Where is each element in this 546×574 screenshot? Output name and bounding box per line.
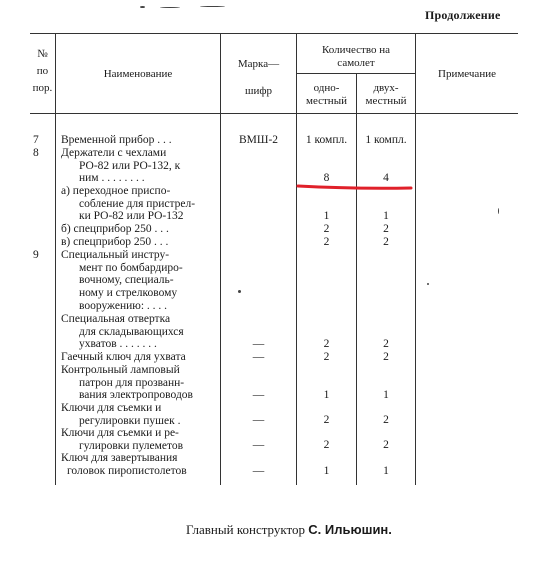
item-name-line: РО-82 или РО-132, к xyxy=(79,159,181,172)
qty-single: 2 xyxy=(323,439,330,451)
item-name-line: гулировки пулеметов xyxy=(79,439,184,452)
item-name-line: головок пиропистолетов xyxy=(67,464,187,477)
signature-line xyxy=(186,522,392,538)
item-mark: — xyxy=(252,414,265,426)
item-name-line: для складывающихся xyxy=(79,325,184,338)
qty-single: 8 xyxy=(323,172,330,184)
item-mark: — xyxy=(252,351,265,363)
signature-name: С. Ильюшин. xyxy=(308,522,392,537)
qty-double: 2 xyxy=(383,236,389,248)
header-no-line: пор. xyxy=(32,82,53,94)
scan-speck xyxy=(140,6,145,8)
header-double-line: двух- xyxy=(373,82,399,94)
qty-double: 1 xyxy=(383,389,389,401)
item-name-line: Ключ для завертывания xyxy=(61,452,178,464)
header-single-seat xyxy=(297,82,356,108)
header-quantity xyxy=(297,44,415,70)
item-name-line: мент по бомбардиро- xyxy=(79,261,183,274)
col-divider-qty xyxy=(415,33,416,485)
item-name: в) спецприбор 250 . . . xyxy=(61,236,169,248)
item-mark: — xyxy=(252,439,265,451)
qty-single: 1 компл. xyxy=(305,134,348,146)
header-mark-line: шифр xyxy=(245,85,272,97)
header-no xyxy=(30,48,55,95)
qty-single: 1 xyxy=(323,389,330,401)
qty-double: 2 xyxy=(383,338,389,350)
qty-single: 2 xyxy=(323,223,330,235)
item-name-line: Специальная отвертка xyxy=(61,313,171,325)
item-name-line: ному и стрелковому xyxy=(79,287,178,300)
item-name xyxy=(61,249,183,313)
item-mark: — xyxy=(252,465,265,477)
header-quantity-line: Количество на xyxy=(321,44,391,56)
row-number: 8 xyxy=(33,147,39,159)
header-mark xyxy=(221,58,296,98)
item-name-line: собление для пристрел- xyxy=(79,197,196,210)
item-name-line: вооружению: . . . . xyxy=(79,299,168,312)
item-name: б) спецприбор 250 . . . xyxy=(61,223,169,235)
item-name-line: Специальный инстру- xyxy=(61,249,170,261)
scan-speck xyxy=(498,208,499,214)
item-name: Гаечный ключ для ухвата xyxy=(61,351,186,363)
header-no-line: № xyxy=(37,48,48,60)
item-name xyxy=(61,147,180,185)
item-name: Временной прибор . . . xyxy=(61,134,172,146)
item-name-line: патрон для прозванн- xyxy=(79,376,185,389)
header-name: Наименование xyxy=(103,68,173,80)
item-name-line: регулировки пушек . xyxy=(79,414,181,427)
header-mark-line: Марка— xyxy=(237,58,280,70)
qty-single: 1 xyxy=(323,210,330,222)
header-note: Примечание xyxy=(438,68,496,80)
red-marker-underline xyxy=(296,184,413,190)
item-name xyxy=(61,364,193,402)
qty-single: 2 xyxy=(323,414,330,426)
item-name-line: Ключи для съемки и xyxy=(61,402,162,414)
header-double-line: местный xyxy=(365,95,407,107)
item-name xyxy=(61,452,187,477)
qty-double: 2 xyxy=(383,414,389,426)
item-mark: — xyxy=(252,338,265,350)
continuation-label: Продолжение xyxy=(425,8,501,22)
header-no-line: по xyxy=(36,65,49,77)
table-top-rule xyxy=(30,33,518,34)
header-single-line: одно- xyxy=(313,82,340,94)
header-bottom-rule xyxy=(30,113,518,114)
qty-double: 1 xyxy=(383,465,389,477)
item-name xyxy=(61,427,183,452)
qty-double: 1 компл. xyxy=(365,134,407,146)
item-name-line: вочному, специаль- xyxy=(79,274,174,287)
item-name xyxy=(61,185,195,223)
qty-single: 1 xyxy=(323,465,330,477)
item-name-line: ухватов . . . . . . . xyxy=(79,338,157,351)
scan-speck xyxy=(238,290,241,293)
scan-speck xyxy=(427,283,429,285)
qty-double: 1 xyxy=(383,210,389,222)
header-double-seat xyxy=(357,82,415,108)
item-name-line: ки РО-82 или РО-132 xyxy=(79,210,184,223)
scan-speck xyxy=(200,6,225,7)
qty-double: 2 xyxy=(383,223,389,235)
item-name-line: Ключи для съемки и ре- xyxy=(61,427,179,439)
header-quantity-line: самолет xyxy=(337,57,375,69)
col-divider-no xyxy=(55,33,56,485)
qty-single: 2 xyxy=(323,351,330,363)
item-mark: — xyxy=(252,389,265,401)
item-name-line: Держатели с чехлами xyxy=(61,147,167,159)
qty-double: 4 xyxy=(383,172,389,184)
item-name-line: вания электропроводов xyxy=(79,389,193,402)
item-name xyxy=(61,402,180,427)
signature-title: Главный конструктор xyxy=(186,522,306,537)
item-mark: ВМШ-2 xyxy=(238,134,279,146)
header-single-line: местный xyxy=(306,95,347,107)
item-name xyxy=(61,313,184,351)
scan-speck xyxy=(160,7,180,8)
qty-double: 2 xyxy=(383,351,389,363)
qty-double: 2 xyxy=(383,439,389,451)
item-name-line: ним . . . . . . . . xyxy=(79,172,145,185)
qty-single: 2 xyxy=(323,236,330,248)
item-name-line: а) переходное приспо- xyxy=(61,185,171,197)
item-name-line: Контрольный ламповый xyxy=(61,364,180,376)
row-number: 9 xyxy=(33,249,39,261)
row-number: 7 xyxy=(33,134,39,146)
qty-single: 2 xyxy=(323,338,330,350)
